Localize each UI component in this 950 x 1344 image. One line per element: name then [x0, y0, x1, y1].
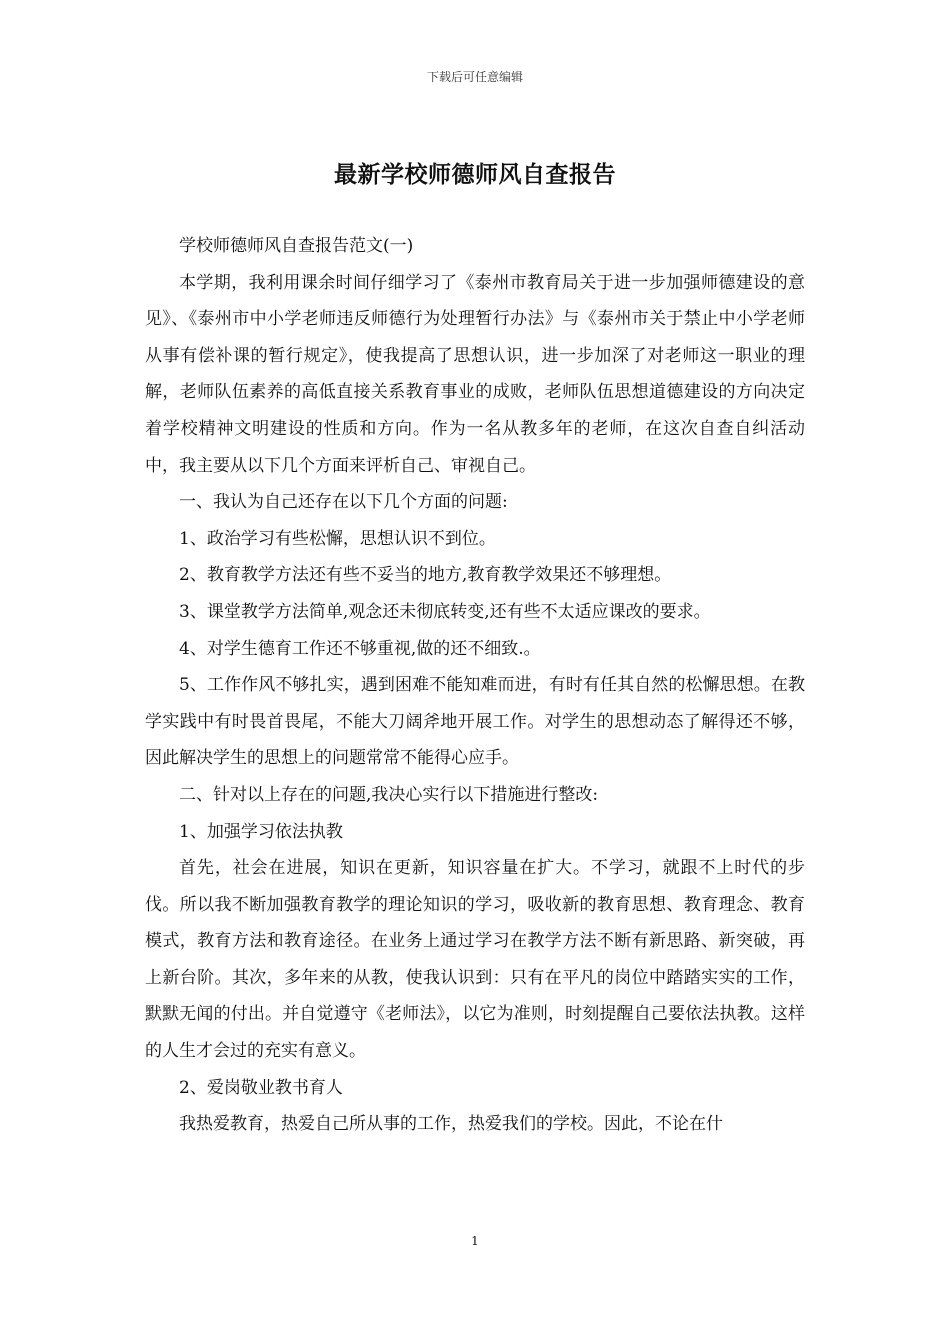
subsection-heading: 2、爱岗敬业教书育人	[179, 1077, 343, 1098]
page-number: 1	[471, 1234, 479, 1248]
list-item: 4、对学生德育工作还不够重视,做的还不细致.。	[179, 638, 541, 659]
section-heading: 一、我认为自己还存在以下几个方面的问题:	[179, 492, 508, 513]
paragraph: 我热爱教育，热爱自己所从事的工作，热爱我们的学校。因此，不论在什	[179, 1114, 723, 1135]
list-item: 1、政治学习有些松懈，思想认识不到位。	[179, 528, 496, 549]
paragraph: 本学期，我利用课余时间仔细学习了《泰州市教育局关于进一步加强师德建设的意见》、《泰州市中小学老师违反师德行为处理暂行办法》与《泰州市关于禁止中小学老师从事有偿补课的暂行规定》，使我提高了思想认识，进一步加深了对老师这一职业的理解，老师队伍素养的高低直接关系教育事业的成败，老师队伍思想道德建设的方向决定着学校精神文明建设的性质和方向。作为一名从教多年的老师，在这次自查自纠活动中，我主要从以下几个方面来评析自己、审视自己。	[145, 272, 805, 476]
section-heading: 二、针对以上存在的问题,我决心实行以下措施进行整改:	[179, 784, 599, 805]
paragraph-subtitle: 学校师德师风自查报告范文(一)	[179, 236, 414, 256]
list-item: 2、教育教学方法还有些不妥当的地方,教育教学效果还不够理想。	[179, 565, 672, 586]
document-title: 最新学校师德师风自查报告	[334, 161, 616, 188]
document-body	[145, 228, 805, 1143]
paragraph: 首先，社会在进展，知识在更新，知识容量在扩大。不学习，就跟不上时代的步伐。所以我不断加强教育教学的理论知识的学习，吸收新的教育思想、教育理念、教育模式，教育方法和教育途径。在业务上通过学习在教学方法不断有新思路、新突破，再上新台阶。其次，多年来的从教，使我认识到：只有在平凡的岗位中踏踏实实的工作，默默无闻的付出。并自觉遵守《老师法》，以它为准则，时刻提醒自己要依法执教。这样的人生才会过的充实有意义。	[145, 858, 805, 1062]
subsection-heading: 1、加强学习依法执教	[179, 821, 343, 842]
list-item: 5、工作作风不够扎实，遇到困难不能知难而进，有时有任其自然的松懈思想。在教学实践中有时畏首畏尾，不能大刀阔斧地开展工作。对学生的思想动态了解得还不够，因此解决学生的思想上的问题常常不能得心应手。	[145, 675, 805, 769]
page-header-note: 下载后可任意编辑	[426, 70, 523, 84]
list-item: 3、课堂教学方法简单,观念还未彻底转变,还有些不太适应课改的要求。	[179, 601, 711, 622]
